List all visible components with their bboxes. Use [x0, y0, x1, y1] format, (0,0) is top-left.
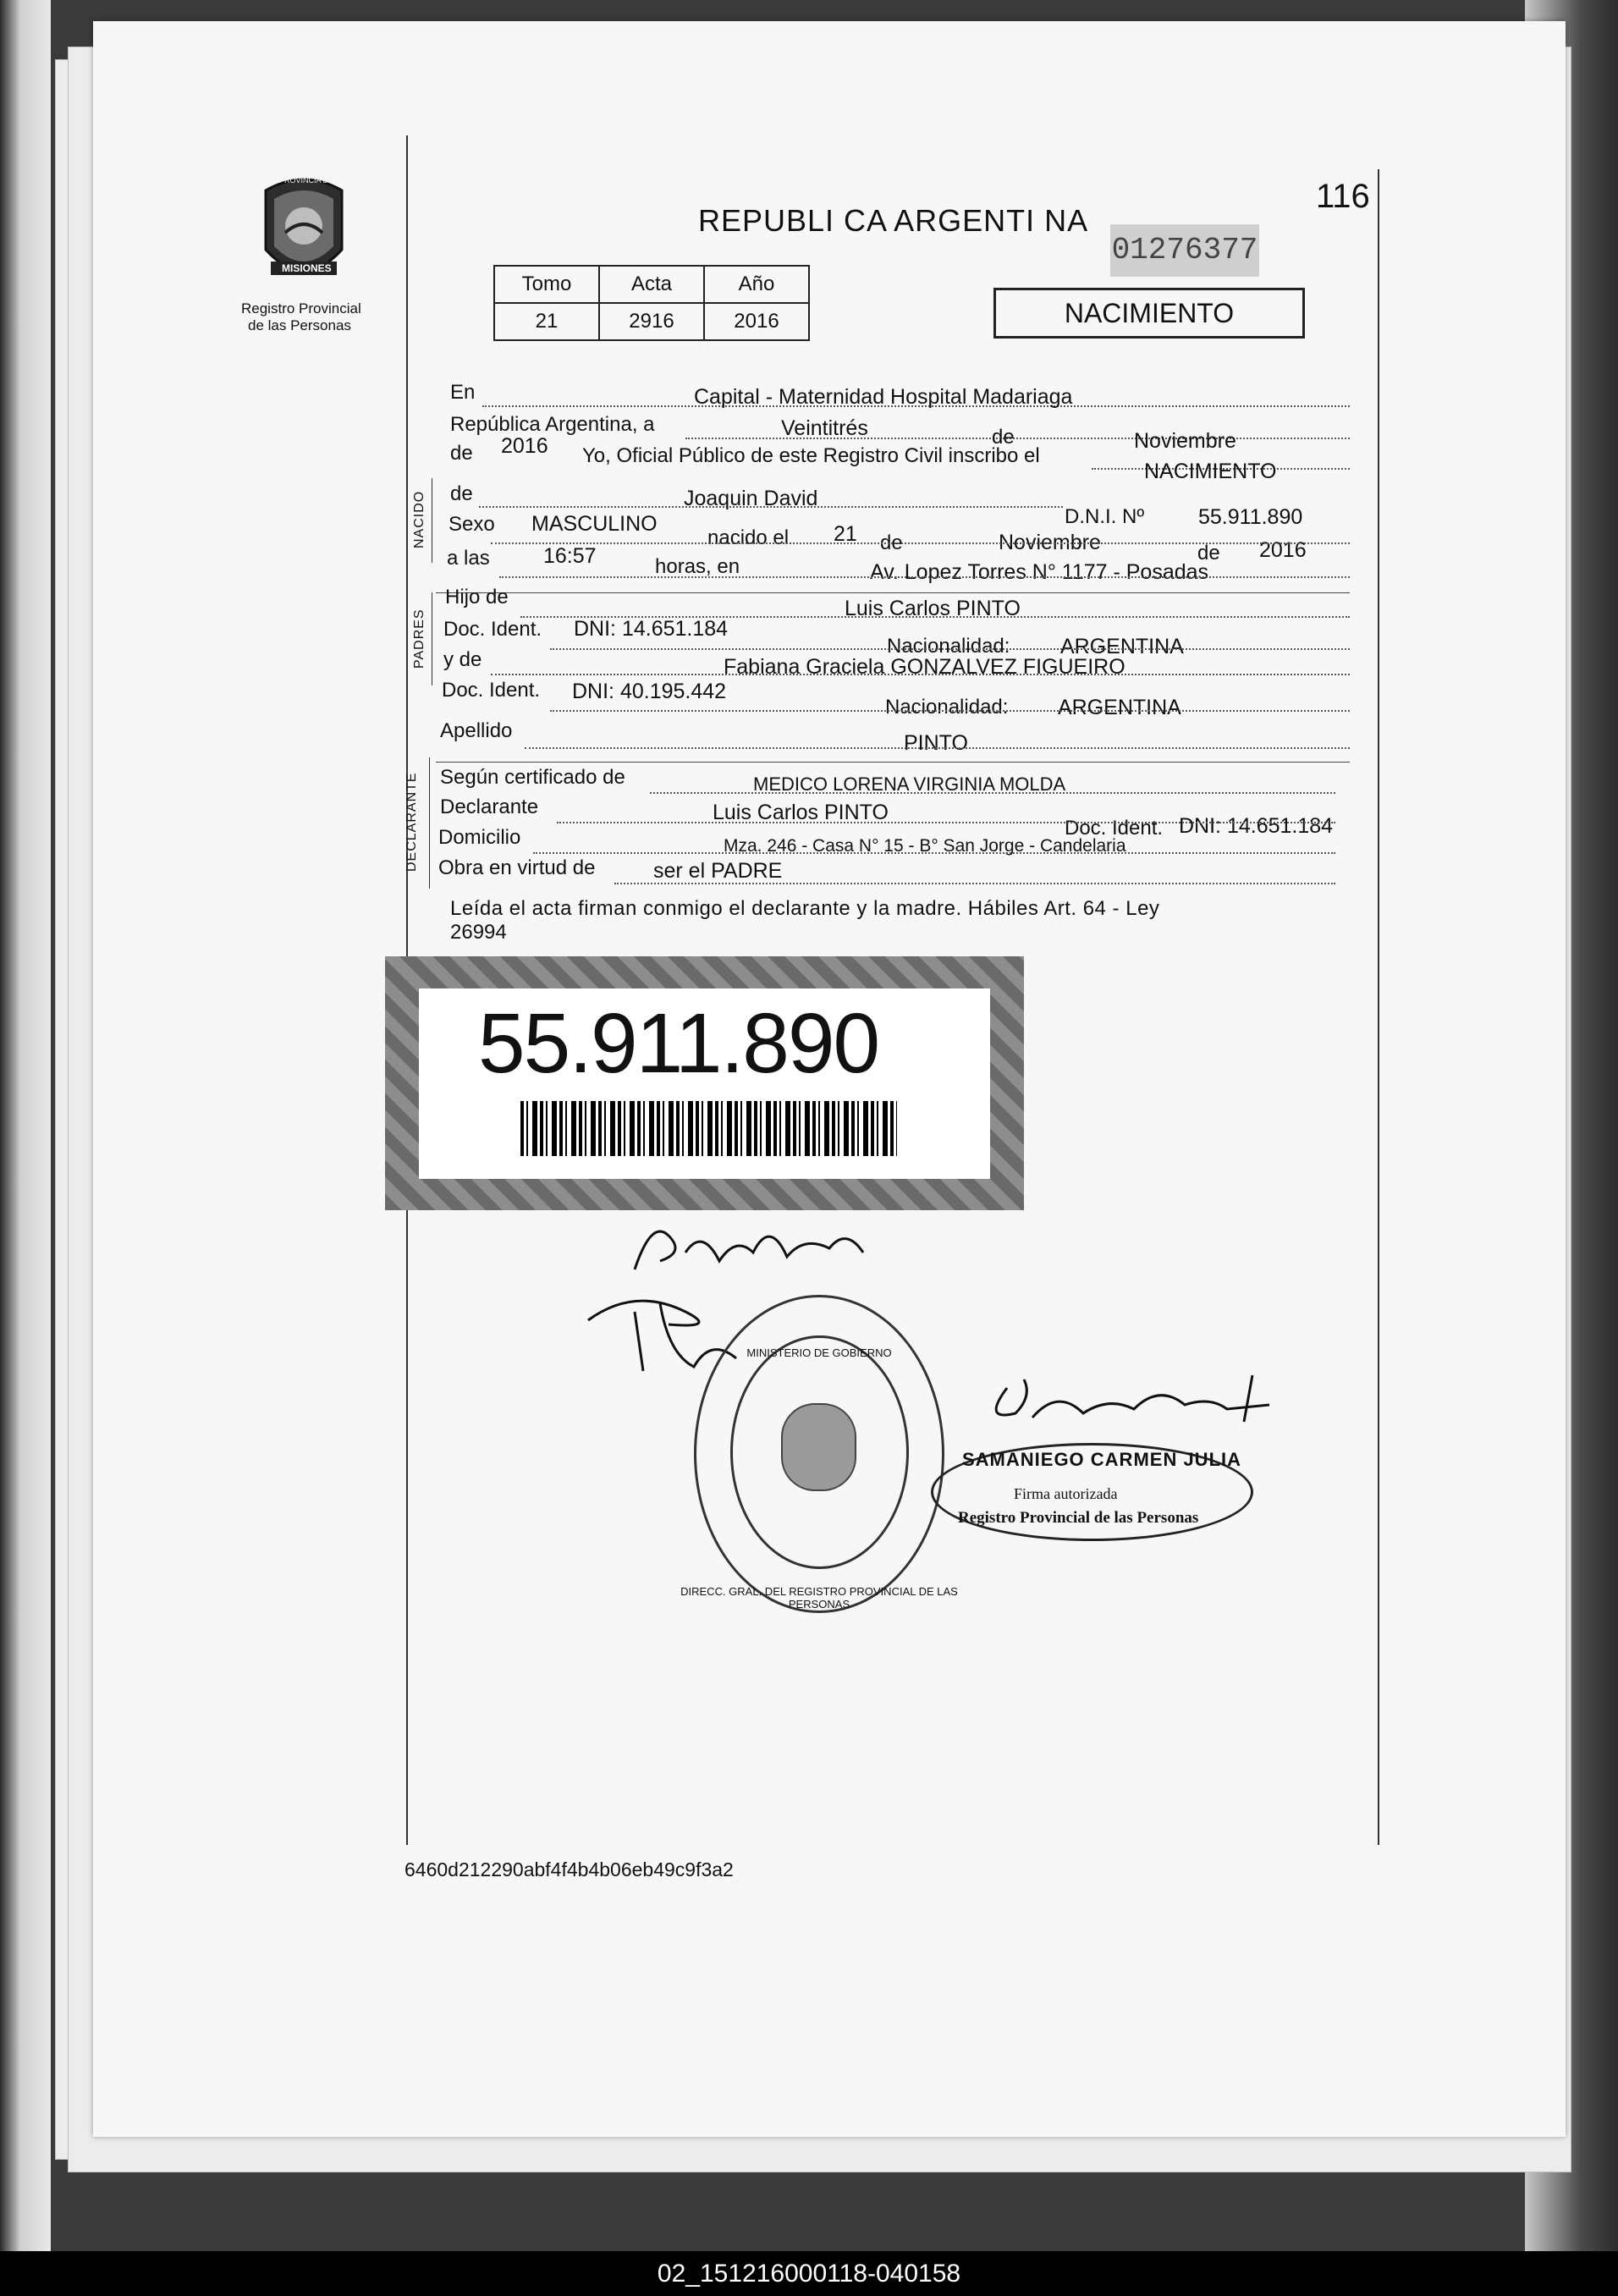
dots-madre: [491, 673, 1350, 675]
serial-number: 01276377: [1110, 224, 1259, 277]
value-nombre: Joaquin David: [684, 487, 818, 510]
dots-obra: [614, 882, 1335, 884]
value-nac-1: ARGENTINA: [1060, 635, 1184, 658]
label-horas: horas, en: [655, 555, 740, 578]
side-label-declarante: DECLARANTE: [404, 772, 419, 872]
dots-segun: [650, 791, 1335, 794]
label-hijo: Hijo de: [445, 586, 509, 608]
value-dia: Veintitrés: [781, 416, 868, 440]
label-de-1: de: [992, 426, 1015, 449]
value-obra: ser el PADRE: [653, 859, 783, 883]
label-sexo: Sexo: [449, 513, 495, 536]
barcode-bars: [520, 1101, 897, 1156]
label-doc-3: Doc. Ident.: [1065, 817, 1164, 840]
label-nac-1: Nacionalidad:: [887, 635, 1010, 658]
label-de-4: de: [880, 531, 903, 554]
value-domicilio: Mza. 246 - Casa N° 15 - B° San Jorge - Candelaria: [724, 836, 1126, 856]
dots-domicilio: [533, 851, 1335, 854]
logo-bottom-text: MISIONES: [282, 262, 332, 274]
value-mes: Noviembre: [1134, 429, 1236, 453]
dots-apellido: [525, 746, 1350, 749]
dots-declarante: [557, 821, 1335, 823]
label-doc-1: Doc. Ident.: [443, 618, 542, 641]
value-madre: Fabiana Graciela GONZALVEZ FIGUEIRO: [724, 655, 1125, 679]
barcode-number: 55.911.890: [478, 996, 879, 1091]
label-yo: Yo, Oficial Público de este Registro Civil inscribo el: [582, 444, 1040, 467]
section-rule-2: [436, 762, 1350, 763]
official-seal: [680, 1295, 958, 1613]
seal-inner-text: MINISTERIO DE GOBIERNO: [746, 1346, 892, 1359]
label-segun: Según certificado de: [440, 766, 625, 789]
label-obra: Obra en virtud de: [438, 856, 596, 879]
header-acta: Acta: [599, 266, 704, 303]
header-tomo: Tomo: [494, 266, 599, 303]
value-doc-3: DNI: 14.651.184: [1179, 814, 1334, 838]
province-logo: [254, 173, 354, 292]
value-nac-dia: 21: [834, 522, 857, 546]
dots-doc-2: [550, 709, 1350, 712]
logo-caption-1: Registro Provincial: [241, 300, 361, 317]
label-nacido: nacido el: [707, 526, 790, 549]
label-dni: D.N.I. Nº: [1065, 505, 1145, 528]
value-doc-2: DNI: 40.195.442: [572, 680, 727, 703]
seal-outer-text: DIRECC. GRAL. DEL REGISTRO PROVINCIAL DE LAS PERSONAS: [680, 1585, 958, 1611]
dots-alas: [499, 575, 1350, 578]
side-label-padres: PADRES: [412, 608, 427, 669]
value-sexo: MASCULINO: [531, 512, 658, 536]
value-lugar: Av. Lopez Torres N° 1177 - Posadas: [870, 560, 1209, 584]
label-domicilio: Domicilio: [438, 826, 521, 849]
doc-type-box: NACIMIENTO: [993, 288, 1305, 339]
divider-declarante: [429, 757, 430, 889]
signature-name: SAMANIEGO CARMEN JULIA: [962, 1449, 1242, 1470]
value-apellido: PINTO: [904, 731, 968, 755]
right-margin-line: [1378, 169, 1379, 1845]
dots-sexo: [491, 542, 1350, 544]
value-dni: 55.911.890: [1198, 505, 1303, 529]
label-nac-2: Nacionalidad:: [885, 696, 1009, 719]
label-de-2: de: [450, 442, 473, 465]
label-alas: a las: [447, 547, 490, 570]
footer-filename: 02_151216000118-040158: [0, 2251, 1618, 2296]
value-acta: 2916: [599, 303, 704, 340]
label-de-3: de: [450, 482, 473, 505]
value-inscribo: NACIMIENTO: [1144, 460, 1277, 483]
value-tomo: 21: [494, 303, 599, 340]
value-anio: 2016: [704, 303, 809, 340]
header-anio: Año: [704, 266, 809, 303]
value-padre: Luis Carlos PINTO: [845, 597, 1021, 620]
side-label-nacido: NACIDO: [412, 490, 427, 548]
signature-declarante: [626, 1202, 880, 1295]
label-doc-2: Doc. Ident.: [442, 679, 541, 702]
page-number: 116: [1316, 178, 1370, 215]
signature-official: [973, 1371, 1286, 1447]
barcode-label: [419, 988, 990, 1179]
value-hora: 16:57: [543, 544, 597, 568]
logo-arc-text: PROVINCIA DE: [279, 176, 334, 184]
logo-caption-2: de las Personas: [248, 317, 351, 333]
value-nac-2: ARGENTINA: [1058, 696, 1181, 719]
section-rule-1: [436, 592, 1350, 593]
leida-line-1: Leída el acta firman conmigo el declarante y la madre. Hábiles Art. 64 - Ley: [450, 897, 1160, 920]
signature-line-1: Firma autorizada: [1014, 1485, 1118, 1502]
value-declarante: Luis Carlos PINTO: [713, 801, 889, 824]
label-apellido: Apellido: [440, 719, 513, 742]
label-republica: República Argentina, a: [450, 413, 655, 436]
value-en: Capital - Maternidad Hospital Madariaga: [694, 385, 1073, 409]
label-declarante: Declarante: [440, 796, 539, 818]
label-de-5: de: [1197, 542, 1220, 564]
background-left: [0, 0, 51, 2251]
value-nac-anio: 2016: [1259, 538, 1307, 562]
label-en: En: [450, 381, 476, 404]
document-title: REPUBLI CA ARGENTI NA: [698, 203, 1089, 238]
seal-emblem: [781, 1403, 856, 1491]
dots-doc-1: [550, 647, 1350, 650]
value-anio: 2016: [501, 434, 548, 458]
value-segun: MEDICO LORENA VIRGINIA MOLDA: [753, 774, 1066, 795]
value-doc-1: DNI: 14.651.184: [574, 617, 729, 641]
register-table: [493, 265, 810, 341]
signature-line-2: Registro Provincial de las Personas: [958, 1509, 1199, 1527]
label-yde: y de: [443, 648, 482, 671]
leida-line-2: 26994: [450, 921, 507, 944]
document-hash: 6460d212290abf4f4b4b06eb49c9f3a2: [404, 1858, 734, 1880]
value-nac-mes: Noviembre: [999, 531, 1101, 554]
